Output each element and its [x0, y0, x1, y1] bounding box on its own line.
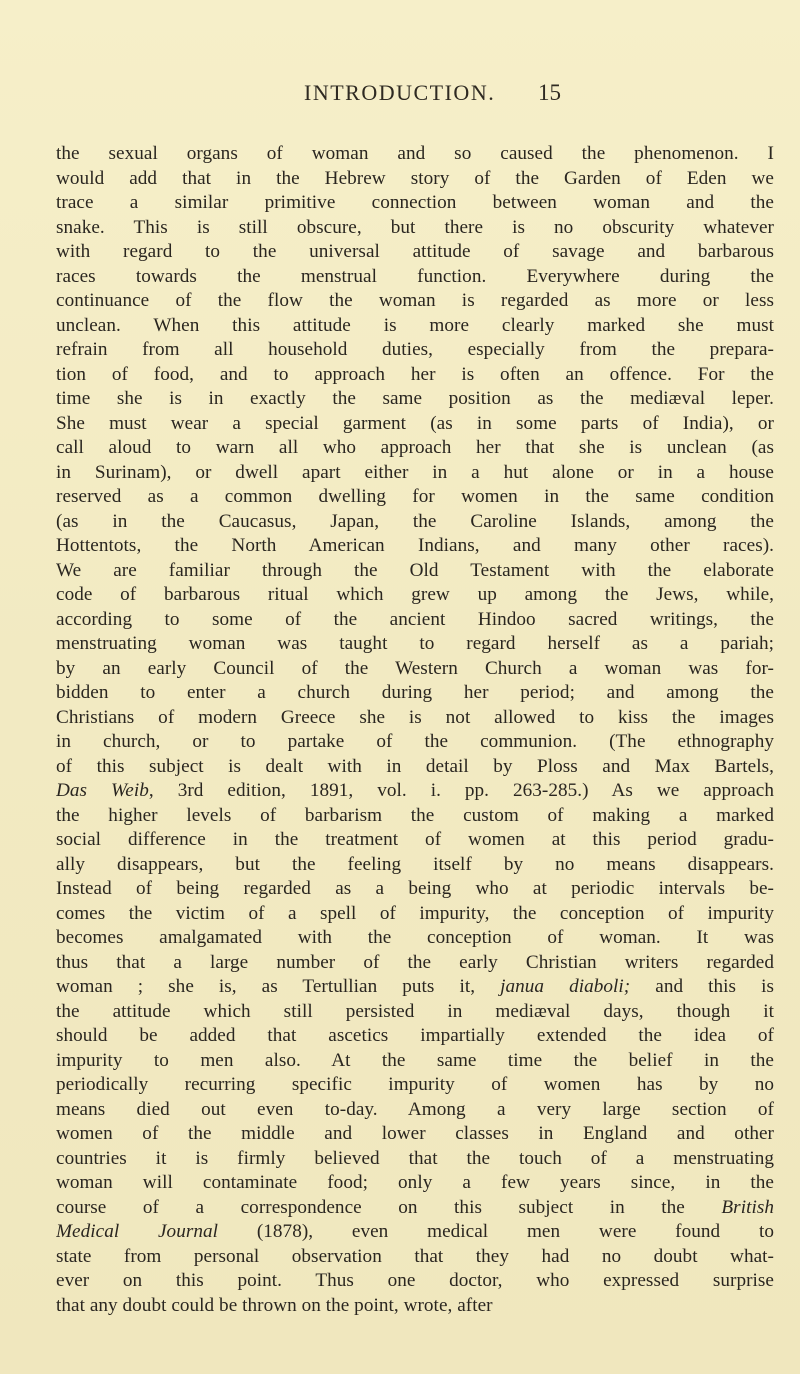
- body-text: [56, 142, 774, 1318]
- text-line: [56, 559, 774, 584]
- line-text: the sexual organs of woman and so caused the phenomenon. I: [56, 143, 774, 164]
- italic-text: Das Weib: [56, 780, 149, 801]
- text-line: [56, 216, 774, 241]
- text-line: [56, 926, 774, 951]
- line-text: time she is in exactly the same position as the mediæval leper.: [56, 388, 774, 409]
- line-text: of this subject is dealt with in detail by Ploss and Max Bartels,: [56, 755, 774, 777]
- text-line: [56, 191, 774, 216]
- text-line: [56, 289, 774, 314]
- line-text: impurity to men also. At the same time the belief in the: [56, 1049, 774, 1071]
- text-line: [56, 1269, 774, 1294]
- line-text: Christians of modern Greece she is not allowed to kiss the images: [56, 706, 774, 728]
- text-line: [56, 534, 774, 559]
- text-line: [56, 657, 774, 682]
- line-text: ever on this point. Thus one doctor, who expressed surprise: [56, 1270, 774, 1291]
- text-line: [56, 853, 774, 878]
- line-text: races towards the menstrual function. Everywhere during the: [56, 265, 774, 287]
- text-line: [56, 608, 774, 633]
- text-line: [56, 706, 774, 731]
- line-text: women of the middle and lower classes in England and other: [56, 1123, 774, 1144]
- line-text: unclean. When this attitude is more clearly marked she must: [56, 314, 774, 336]
- text-line: [56, 877, 774, 902]
- line-text: (as in the Caucasus, Japan, the Caroline Islands, among the: [56, 510, 774, 532]
- text-line: [56, 338, 774, 363]
- line-text: means died out even to-day. Among a very large section of: [56, 1098, 774, 1120]
- text-line: [56, 167, 774, 192]
- text-line: [56, 485, 774, 510]
- line-text: becomes amalgamated with the conception of woman. It was: [56, 927, 774, 948]
- italic-text: British: [721, 1196, 774, 1218]
- text-line: [56, 632, 774, 657]
- text-line: [56, 240, 774, 265]
- text-line: [56, 363, 774, 388]
- text-line: [56, 1073, 774, 1098]
- line-text: periodically recurring specific impurity of women has by no: [56, 1074, 774, 1095]
- text-line: [56, 1000, 774, 1025]
- page-number: 15: [538, 80, 561, 105]
- text-line: [56, 1245, 774, 1270]
- italic-text: Medical Journal: [56, 1221, 219, 1242]
- text-line: [56, 828, 774, 853]
- line-text: woman will contaminate food; only a few years since, in the: [56, 1172, 774, 1193]
- text-line: [56, 314, 774, 339]
- line-text: We are familiar through the Old Testament with the elaborate: [56, 559, 774, 581]
- running-title: INTRODUCTION.: [304, 80, 496, 105]
- text-line: [56, 1294, 774, 1319]
- text-line: [56, 387, 774, 412]
- line-text: bidden to enter a church during her period; and among the: [56, 682, 774, 703]
- line-text: woman ; she is, as Tertullian puts it,: [56, 976, 501, 997]
- running-head: [0, 78, 800, 108]
- text-line: [56, 412, 774, 437]
- line-text: trace a similar primitive connection between woman and the: [56, 192, 774, 213]
- text-line: [56, 1049, 774, 1074]
- line-text: course of a correspondence on this subject in the: [56, 1196, 722, 1218]
- text-line: [56, 1098, 774, 1123]
- line-text: ally disappears, but the feeling itself by no means disappears.: [56, 853, 774, 875]
- text-line: [56, 902, 774, 927]
- line-text: and this is: [630, 976, 774, 997]
- text-line: [56, 461, 774, 486]
- line-text: refrain from all household duties, especially from the prepara-: [56, 339, 774, 360]
- text-line: [56, 975, 774, 1000]
- text-line: [56, 583, 774, 608]
- text-line: [56, 265, 774, 290]
- text-line: [56, 951, 774, 976]
- line-text: Hottentots, the North American Indians, and many other races).: [56, 535, 774, 556]
- text-line: [56, 510, 774, 535]
- line-text: in Surinam), or dwell apart either in a hut alone or in a house: [56, 461, 774, 483]
- line-text: the attitude which still persisted in mediæval days, though it: [56, 1000, 774, 1022]
- line-text: would add that in the Hebrew story of the Garden of Eden we: [56, 167, 774, 189]
- text-line: [56, 681, 774, 706]
- text-line: [56, 1147, 774, 1172]
- line-text: She must wear a special garment (as in some parts of India), or: [56, 412, 774, 434]
- line-text: reserved as a common dwelling for women in the same condition: [56, 486, 774, 507]
- line-text: Instead of being regarded as a being who at periodic intervals be-: [56, 878, 774, 899]
- text-line: [56, 1196, 774, 1221]
- line-text: snake. This is still obscure, but there is no obscurity whatever: [56, 216, 774, 238]
- text-line: [56, 142, 774, 167]
- italic-text: janua diaboli;: [500, 976, 631, 997]
- line-text: countries it is firmly believed that the touch of a menstruating: [56, 1147, 774, 1169]
- text-line: [56, 1171, 774, 1196]
- line-text: social difference in the treatment of women at this period gradu-: [56, 829, 774, 850]
- line-text: , 3rd edition, 1891, vol. i. pp. 263-285.) As we approach: [148, 780, 774, 801]
- line-text: call aloud to warn all who approach her that she is unclean (as: [56, 437, 774, 458]
- line-text: tion of food, and to approach her is often an offence. For the: [56, 363, 774, 385]
- text-line: [56, 779, 774, 804]
- line-text: continuance of the flow the woman is regarded as more or less: [56, 290, 774, 311]
- line-text: that any doubt could be thrown on the point, wrote, after: [56, 1294, 493, 1316]
- text-line: [56, 1024, 774, 1049]
- text-line: [56, 1122, 774, 1147]
- line-text: menstruating woman was taught to regard herself as a pariah;: [56, 633, 774, 654]
- line-text: comes the victim of a spell of impurity, the conception of impurity: [56, 902, 774, 924]
- line-text: should be added that ascetics impartially extended the idea of: [56, 1025, 774, 1046]
- line-text: thus that a large number of the early Christian writers regarded: [56, 951, 774, 973]
- line-text: the higher levels of barbarism the custom of making a marked: [56, 804, 774, 826]
- line-text: (1878), even medical men were found to: [218, 1221, 774, 1242]
- text-line: [56, 804, 774, 829]
- text-line: [56, 436, 774, 461]
- line-text: in church, or to partake of the communion. (The ethnography: [56, 731, 774, 752]
- text-line: [56, 1220, 774, 1245]
- line-text: code of barbarous ritual which grew up among the Jews, while,: [56, 584, 774, 605]
- line-text: according to some of the ancient Hindoo sacred writings, the: [56, 608, 774, 630]
- text-line: [56, 730, 774, 755]
- line-text: by an early Council of the Western Church a woman was for-: [56, 657, 774, 679]
- line-text: state from personal observation that they had no doubt what-: [56, 1245, 774, 1267]
- text-line: [56, 755, 774, 780]
- line-text: with regard to the universal attitude of savage and barbarous: [56, 241, 774, 262]
